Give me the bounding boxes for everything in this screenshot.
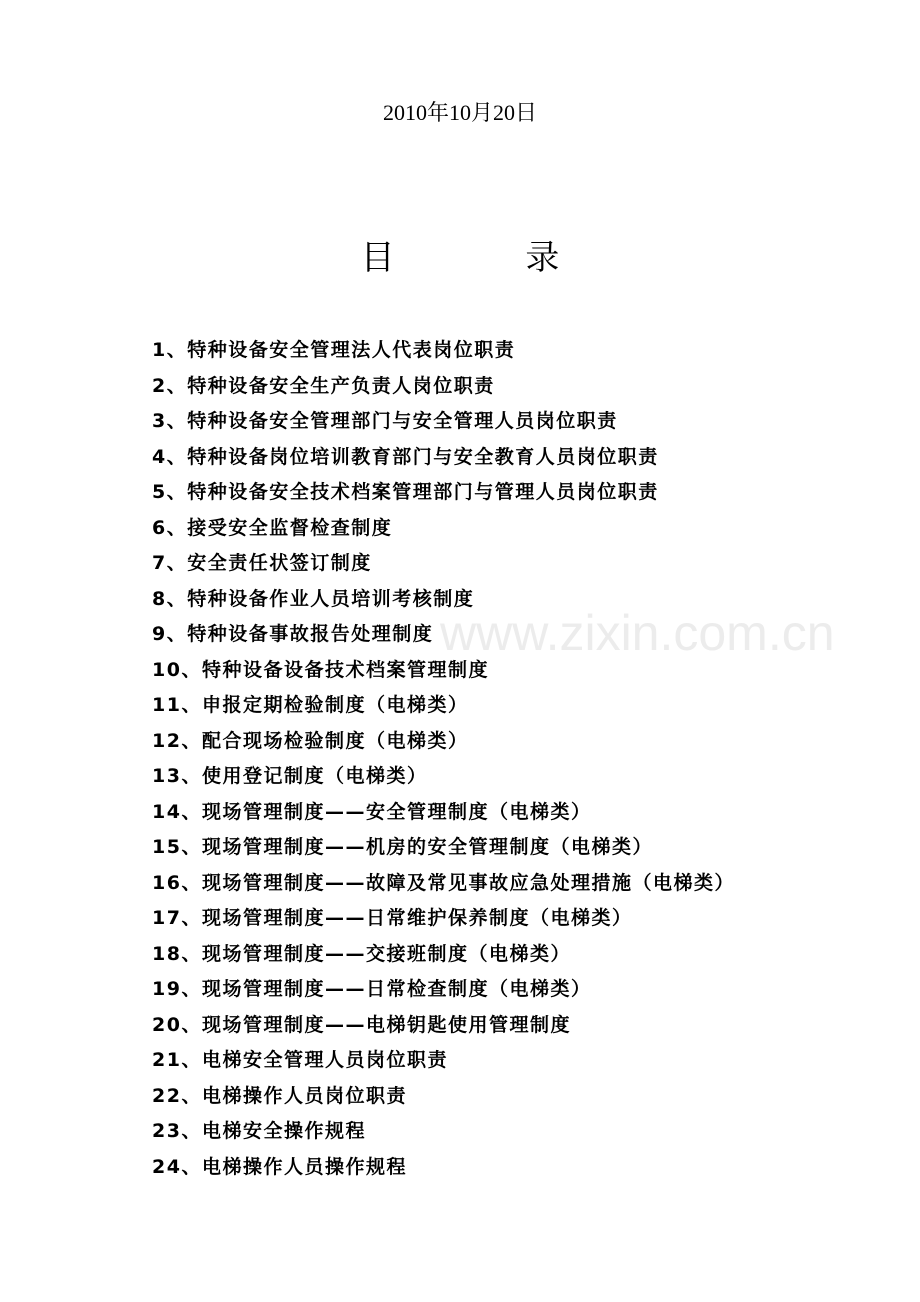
toc-item: 1、特种设备安全管理法人代表岗位职责: [152, 339, 516, 361]
toc-item: 6、接受安全监督检查制度: [152, 516, 393, 539]
toc-item: 15、现场管理制度——机房的安全管理制度（电梯类）: [152, 836, 653, 858]
watermark: www.zixin.com.cn: [440, 605, 835, 661]
toc-item: 17、现场管理制度——日常维护保养制度（电梯类）: [152, 907, 633, 929]
toc-item: 21、电梯安全管理人员岗位职责: [152, 1049, 448, 1071]
toc-item: 3、特种设备安全管理部门与安全管理人员岗位职责: [152, 410, 618, 432]
toc-item: 19、现场管理制度——日常检查制度（电梯类）: [152, 978, 592, 1000]
toc-item: 13、使用登记制度（电梯类）: [152, 765, 428, 787]
toc-item: 11、申报定期检验制度（电梯类）: [152, 694, 469, 716]
toc-item: 22、电梯操作人员岗位职责: [152, 1084, 407, 1107]
toc-list: [152, 333, 872, 1185]
toc-item: 8、特种设备作业人员培训考核制度: [152, 587, 475, 610]
toc-item: 16、现场管理制度——故障及常见事故应急处理措施（电梯类）: [152, 871, 735, 894]
toc-item: 12、配合现场检验制度（电梯类）: [152, 729, 469, 752]
toc-item: 23、电梯安全操作规程: [152, 1120, 366, 1142]
toc-item: 10、特种设备设备技术档案管理制度: [152, 658, 489, 681]
toc-item: 24、电梯操作人员操作规程: [152, 1155, 407, 1178]
toc-item: 20、现场管理制度——电梯钥匙使用管理制度: [152, 1013, 571, 1036]
toc-item: 2、特种设备安全生产负责人岗位职责: [152, 374, 495, 397]
toc-item: 9、特种设备事故报告处理制度: [152, 623, 434, 645]
toc-item: 4、特种设备岗位培训教育部门与安全教育人员岗位职责: [152, 445, 659, 468]
toc-item: 5、特种设备安全技术档案管理部门与管理人员岗位职责: [152, 481, 659, 503]
toc-item: 14、现场管理制度——安全管理制度（电梯类）: [152, 800, 592, 823]
toc-item: 18、现场管理制度——交接班制度（电梯类）: [152, 942, 571, 965]
document-date: 2010年10月20日: [382, 100, 537, 125]
toc-title: 目 录: [360, 238, 620, 278]
toc-item: 7、安全责任状签订制度: [152, 552, 372, 574]
